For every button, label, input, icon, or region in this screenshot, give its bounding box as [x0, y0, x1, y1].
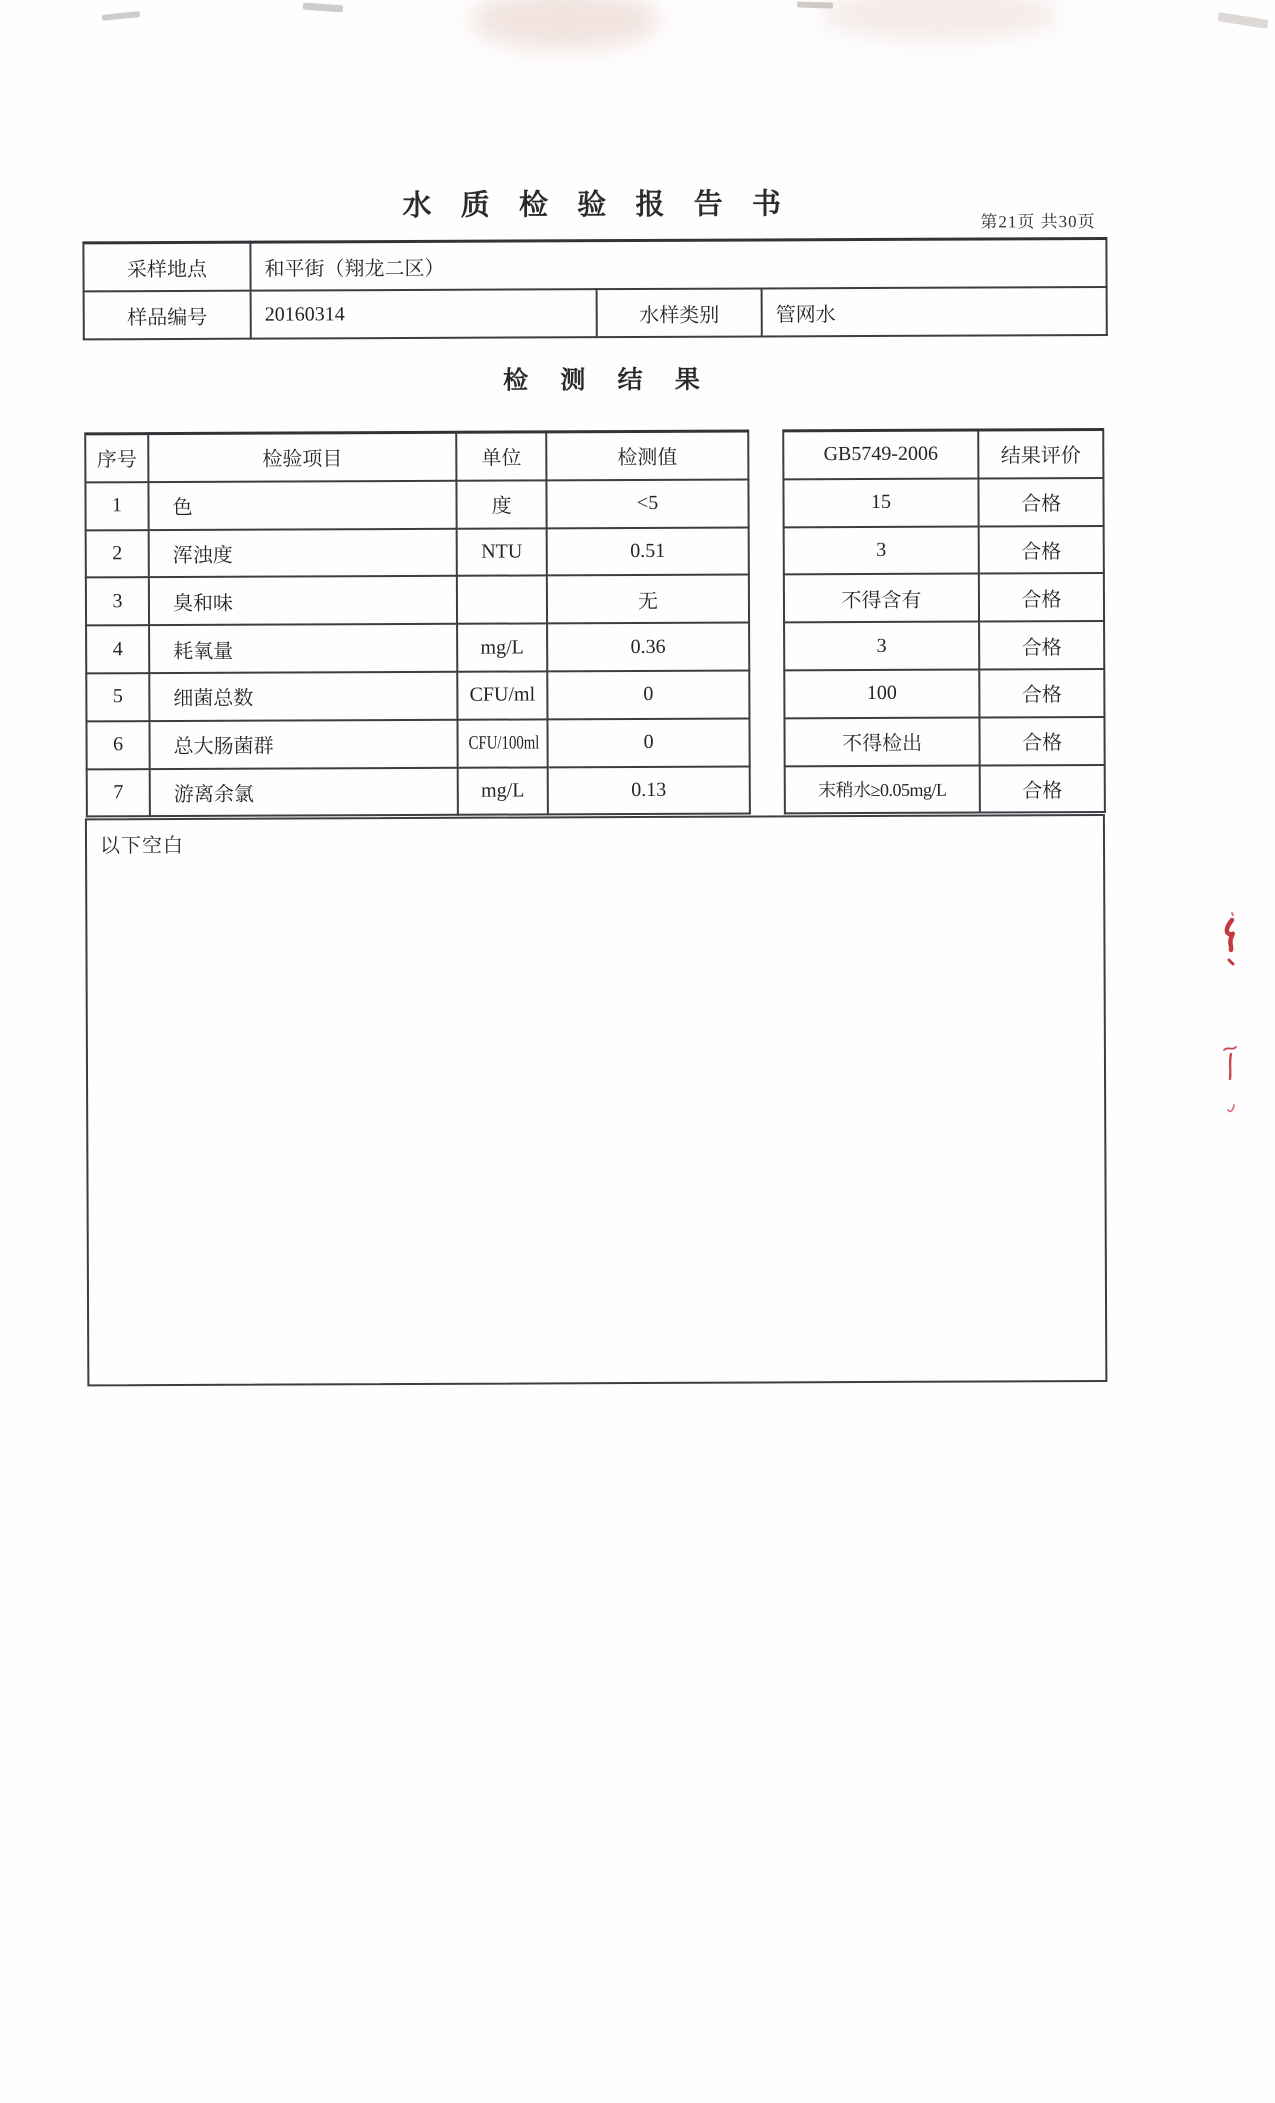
page-title: 水 质 检 验 报 告 书 — [402, 188, 793, 223]
cell-unit: 度 — [456, 480, 546, 528]
cell-evaluation: 合格 — [979, 573, 1104, 621]
cell-item: 耗氧量 — [149, 624, 457, 673]
header-no: 序号 — [85, 434, 148, 483]
header-standard: GB5749-2006 — [783, 430, 978, 479]
table-row — [86, 670, 749, 721]
cell-value: 无 — [547, 575, 749, 624]
cell-item: 细菌总数 — [149, 672, 457, 721]
cell-no: 4 — [86, 625, 149, 673]
cell-unit: NTU — [457, 528, 547, 576]
cell-evaluation: 合格 — [979, 526, 1104, 574]
cell-no: 2 — [86, 530, 149, 578]
cell-standard: 100 — [784, 669, 979, 718]
table-row — [83, 238, 1106, 291]
results-table-left — [84, 430, 751, 818]
section-title: 检 测 结 果 — [503, 366, 713, 395]
cell-value: 0 — [547, 670, 749, 719]
cell-sample-no-value: 20160314 — [251, 289, 597, 339]
cell-item: 色 — [148, 481, 456, 530]
sample-info-table — [82, 237, 1107, 340]
cell-standard: 3 — [784, 622, 979, 671]
table-row — [785, 765, 1105, 814]
cell-item: 臭和味 — [149, 576, 457, 625]
table-row — [784, 717, 1104, 766]
cell-water-type-label: 水样类别 — [597, 288, 762, 337]
cell-evaluation: 合格 — [980, 765, 1105, 813]
cell-evaluation: 合格 — [978, 478, 1103, 526]
table-row — [784, 573, 1104, 622]
cell-item: 游离余氯 — [150, 767, 458, 816]
cell-value: <5 — [546, 479, 748, 528]
table-row — [86, 527, 749, 578]
cell-evaluation: 合格 — [979, 621, 1104, 669]
header-item: 检验项目 — [148, 432, 456, 482]
table-header-row — [85, 431, 748, 482]
table-row — [784, 669, 1104, 718]
table-row — [784, 526, 1104, 575]
cell-standard: 3 — [784, 526, 979, 575]
cell-evaluation: 合格 — [979, 717, 1104, 765]
table-row — [783, 478, 1103, 527]
cell-location-value: 和平街（翔龙二区） — [250, 238, 1106, 290]
cell-standard: 不得检出 — [784, 717, 979, 766]
cell-unit — [457, 719, 547, 767]
header-value: 检测值 — [546, 431, 748, 480]
table-row — [86, 718, 749, 769]
page-number: 第21页 共30页 — [980, 211, 1096, 232]
table-header-row — [783, 429, 1103, 479]
cell-sample-no-label: 样品编号 — [84, 291, 251, 340]
cell-unit: mg/L — [457, 624, 547, 672]
table-row — [84, 287, 1107, 339]
cell-unit-text: CFU/100ml — [468, 732, 540, 754]
blank-remainder-box — [85, 814, 1107, 1386]
cell-standard: 末稍水≥0.05mg/L — [785, 765, 980, 814]
cell-water-type-value: 管网水 — [762, 287, 1107, 337]
table-row — [85, 479, 748, 530]
results-table-right — [782, 428, 1106, 815]
table-row — [87, 766, 750, 817]
cell-value: 0.36 — [547, 623, 749, 672]
table-row — [86, 575, 749, 626]
cell-item: 浑浊度 — [149, 528, 457, 577]
cell-value: 0 — [547, 718, 749, 767]
cell-no: 6 — [86, 721, 149, 769]
cell-no: 1 — [85, 482, 148, 530]
cell-evaluation: 合格 — [979, 669, 1104, 717]
cell-no: 5 — [86, 673, 149, 721]
cell-standard: 15 — [783, 478, 978, 527]
table-row — [784, 621, 1104, 670]
cell-value: 0.51 — [547, 527, 749, 576]
cell-value: 0.13 — [548, 766, 750, 815]
header-unit: 单位 — [456, 432, 546, 481]
header-evaluation: 结果评价 — [978, 429, 1103, 478]
blank-note: 以下空白 — [99, 834, 185, 858]
cell-no: 3 — [86, 578, 149, 626]
cell-standard: 不得含有 — [784, 574, 979, 623]
cell-unit: mg/L — [458, 767, 548, 815]
cell-unit: CFU/ml — [457, 671, 547, 719]
cell-item: 总大肠菌群 — [149, 720, 457, 769]
cell-location-label: 采样地点 — [83, 242, 250, 291]
cell-unit — [457, 576, 547, 624]
table-row — [86, 623, 749, 674]
cell-no: 7 — [87, 769, 150, 817]
